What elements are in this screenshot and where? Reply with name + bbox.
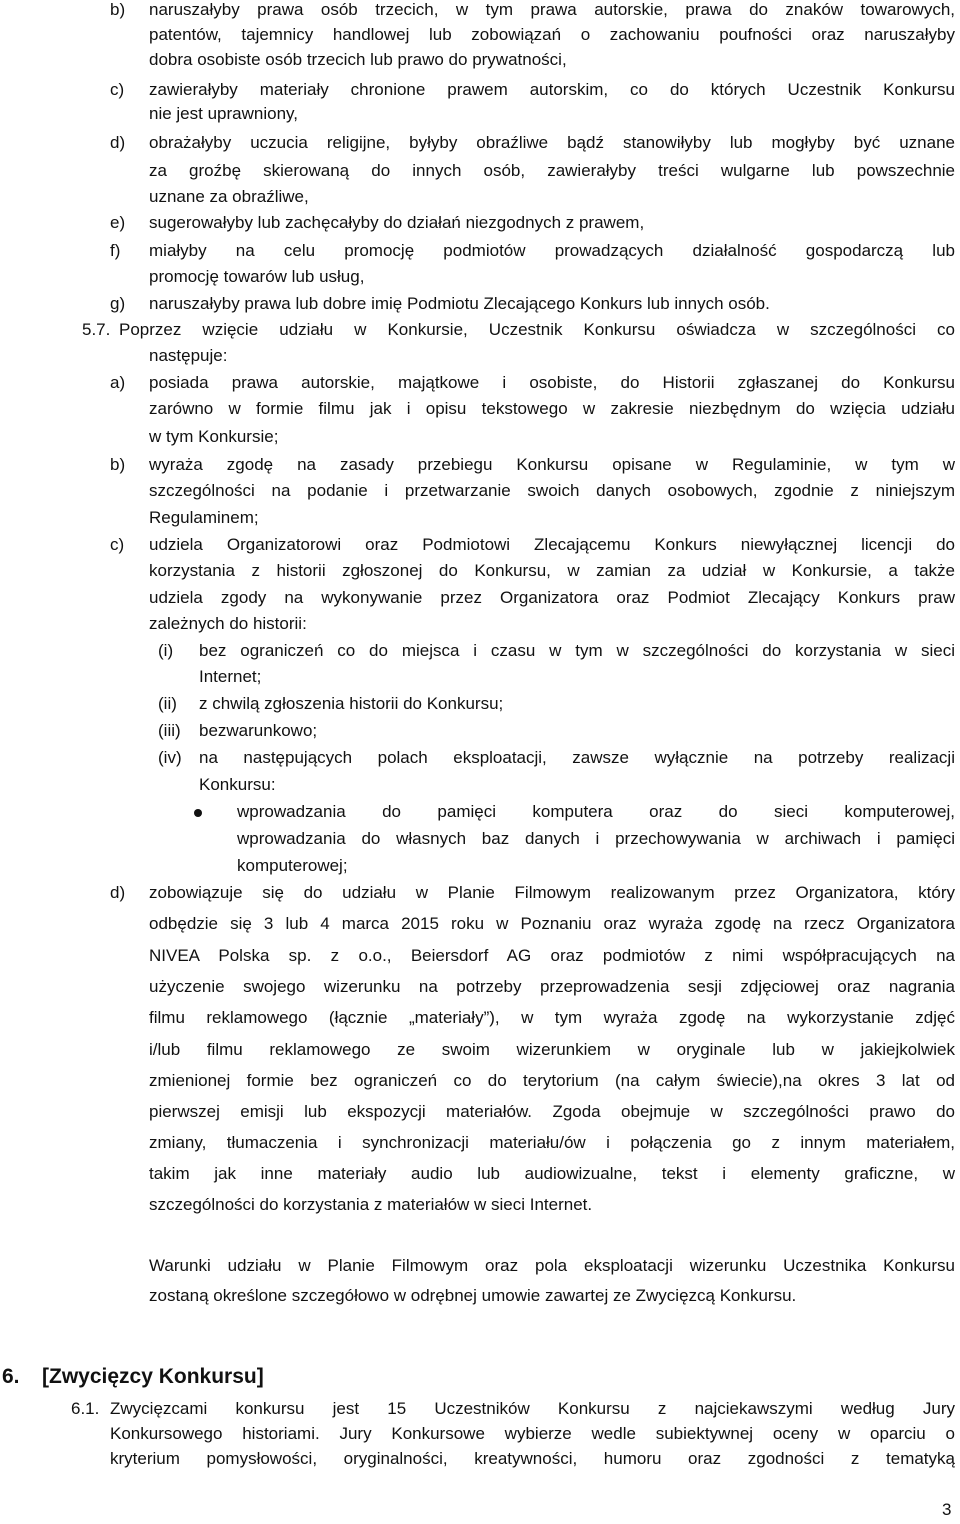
- item-label: d): [110, 883, 126, 902]
- item-line: posiada prawa autorskie, majątkowe i osobiste, do Historii zgłaszanej do Konkursu: [149, 373, 955, 392]
- item-label: e): [110, 213, 126, 232]
- bullet-dot: [194, 809, 202, 817]
- roman-label: (iii): [158, 721, 181, 740]
- item-line: filmu reklamowego (łącznie „materiały”), w tym wyraża zgodę na wykorzystanie zdjęć: [149, 1008, 955, 1027]
- item-line: szczególności na podanie i przetwarzanie swoich danych osobowych, zgodnie z niniejszym: [149, 481, 955, 500]
- section-number: 5.7.: [82, 320, 111, 339]
- item-line: obrażałyby uczucia religijne, byłyby obraźliwe bądź stanowiłyby lub mogłyby być uznane: [149, 133, 955, 152]
- item-line: korzystania z historii zgłoszonej do Konkursu, w zamian za udział w Konkursie, a także: [149, 561, 955, 580]
- item-line: patentów, tajemnicy handlowej lub zobowiązań o zachowaniu poufności oraz naruszałyby: [149, 25, 955, 44]
- item-label: a): [110, 373, 126, 392]
- section-line: Konkursowego historiami. Jury Konkursowe wybierze wedle subiektywnej oceny w oparciu o: [110, 1424, 955, 1443]
- section-line: następuje:: [149, 346, 228, 365]
- item-line: Regulaminem;: [149, 508, 259, 527]
- item-line: promocję towarów lub usług,: [149, 267, 365, 286]
- item-label: f): [110, 241, 121, 260]
- item-line: wyraża zgodę na zasady przebiegu Konkursu opisane w Regulaminie, w tym w: [149, 455, 955, 474]
- item-line: w tym Konkursie;: [149, 427, 279, 446]
- item-line: szczególności do korzystania z materiałów w sieci Internet.: [149, 1195, 593, 1214]
- item-line: zależnych do historii:: [149, 614, 307, 633]
- roman-label: (i): [158, 641, 174, 660]
- item-line: naruszałyby prawa lub dobre imię Podmiotu Zlecającego Konkurs lub innych osób.: [149, 294, 770, 313]
- item-label: g): [110, 294, 126, 313]
- item-label: c): [110, 80, 125, 99]
- roman-line: bezwarunkowo;: [199, 721, 318, 740]
- item-line: zobowiązuje się do udziału w Planie Filmowym realizowanym przez Organizatora, który: [149, 883, 955, 902]
- item-line: udziela zgody na wykonywanie przez Organizatora oraz Podmiot Zlecający Konkurs praw: [149, 588, 955, 607]
- item-label: d): [110, 133, 126, 152]
- item-line: NIVEA Polska sp. z o.o., Beiersdorf AG oraz podmiotów z nimi współpracujących na: [149, 946, 955, 965]
- roman-line: na następujących polach eksploatacji, zawsze wyłącznie na potrzeby realizacji: [199, 748, 955, 767]
- roman-line: Konkursu:: [199, 775, 276, 794]
- item-line: za groźbę skierowaną do innych osób, zawierałyby treści wulgarne lub powszechnie: [149, 161, 955, 180]
- item-line: dobra osobiste osób trzecich lub prawo do prywatności,: [149, 50, 567, 69]
- paragraph-line: Warunki udziału w Planie Filmowym oraz pola eksploatacji wizerunku Uczestnika Konkursu: [149, 1256, 955, 1275]
- section-line: Zwycięzcami konkursu jest 15 Uczestników Konkursu z najciekawszymi według Jury: [110, 1399, 955, 1418]
- roman-line: bez ograniczeń co do miejsca i czasu w tym w szczególności do korzystania w sieci: [199, 641, 955, 660]
- item-label: c): [110, 535, 125, 554]
- section-heading-number: 6.: [2, 1365, 20, 1388]
- item-line: zmiany, tłumaczenia i synchronizacji materiału/ów i połączenia go z innym materiałem,: [149, 1133, 955, 1152]
- paragraph-line: zostaną określone szczegółowo w odrębnej umowie zawartej ze Zwycięzcą Konkursu.: [149, 1286, 797, 1305]
- item-label: b): [110, 455, 126, 474]
- item-line: odbędzie się 3 lub 4 marca 2015 roku w Poznaniu oraz wyraża zgodę na rzecz Organizatora: [149, 914, 955, 933]
- item-line: naruszałyby prawa osób trzecich, w tym prawa autorskie, prawa do znaków towarowych,: [149, 0, 955, 19]
- item-line: takim jak inne materiały audio lub audiowizualne, tekst i elementy graficzne, w: [149, 1164, 955, 1183]
- item-line: zarówno w formie filmu jak i opisu tekstowego w zakresie niezbędnym do wzięcia udziału: [149, 399, 955, 418]
- item-line: i/lub filmu reklamowego ze swoim wizerunkiem w oryginale lub w jakiejkolwiek: [149, 1040, 955, 1059]
- item-line: udziela Organizatorowi oraz Podmiotowi Zlecającemu Konkurs niewyłącznej licencji do: [149, 535, 955, 554]
- item-label: b): [110, 0, 126, 19]
- section-line: Poprzez wzięcie udziału w Konkursie, Uczestnik Konkursu oświadcza w szczególności co: [119, 320, 955, 339]
- section-line: kryterium pomysłowości, oryginalności, kreatywności, humoru oraz zgodności z tematyką: [110, 1449, 955, 1468]
- bullet-line: komputerowej;: [237, 856, 348, 875]
- page-number: 3: [942, 1500, 952, 1519]
- item-line: uznane za obraźliwe,: [149, 187, 309, 206]
- roman-label: (iv): [158, 748, 182, 767]
- section-number: 6.1.: [71, 1399, 100, 1418]
- item-line: sugerowałyby lub zachęcałyby do działań niezgodnych z prawem,: [149, 213, 645, 232]
- item-line: miałyby na celu promocję podmiotów prowadzących działalność gospodarczą lub: [149, 241, 955, 260]
- item-line: nie jest uprawniony,: [149, 104, 298, 123]
- bullet-line: wprowadzania do pamięci komputera oraz do sieci komputerowej,: [237, 802, 955, 821]
- roman-line: z chwilą zgłoszenia historii do Konkursu;: [199, 694, 504, 713]
- roman-label: (ii): [158, 694, 177, 713]
- section-heading-title: [Zwycięzcy Konkursu]: [42, 1365, 264, 1388]
- item-line: pierwszej emisji lub ekspozycji materiałów. Zgoda obejmuje w szczególności prawo do: [149, 1102, 955, 1121]
- item-line: zmienionej formie bez ograniczeń co do terytorium (na całym świecie),na okres 3 lat od: [149, 1071, 955, 1090]
- item-line: zawierałyby materiały chronione prawem autorskim, co do których Uczestnik Konkursu: [149, 80, 955, 99]
- roman-line: Internet;: [199, 667, 262, 686]
- bullet-line: wprowadzania do własnych baz danych i przechowywania w archiwach i pamięci: [237, 829, 955, 848]
- item-line: użyczenie swojego wizerunku na potrzeby przeprowadzenia sesji zdjęciowej oraz nagrania: [149, 977, 955, 996]
